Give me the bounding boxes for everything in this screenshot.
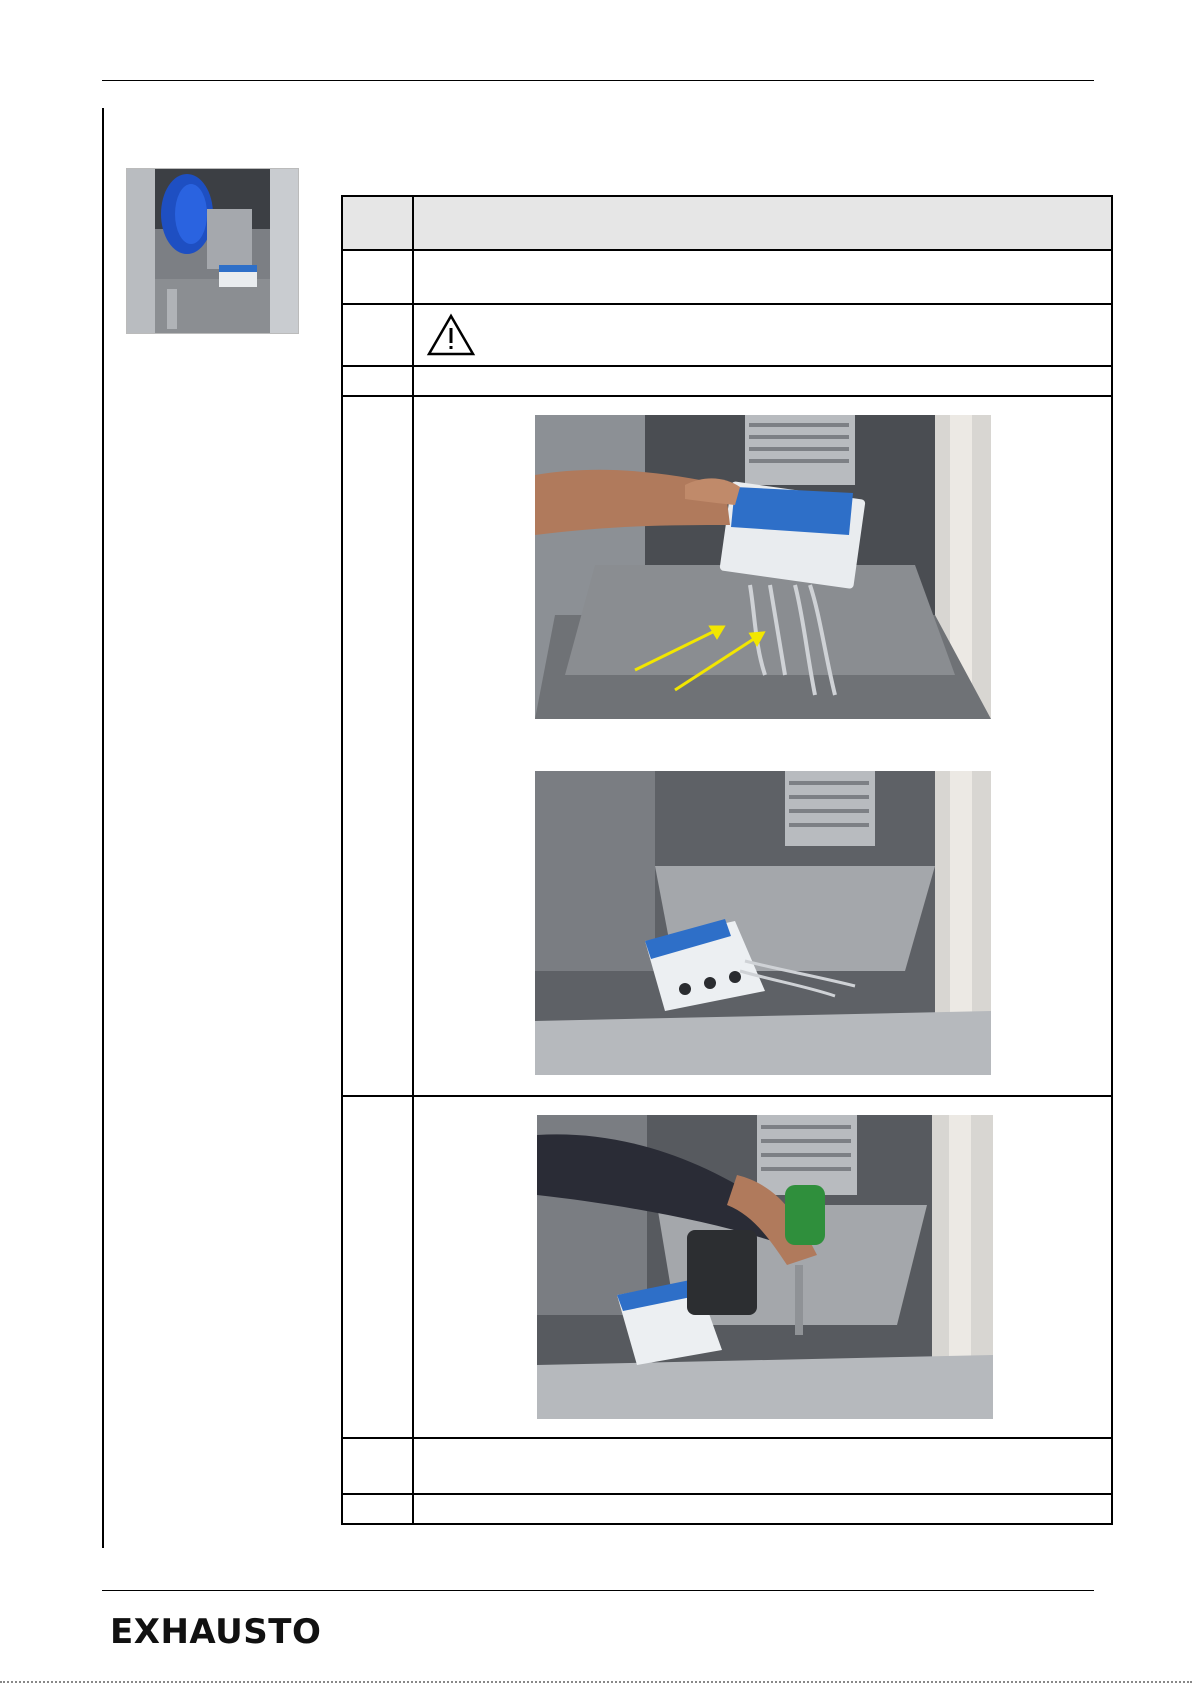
table-row [342, 304, 1112, 366]
table-row [342, 396, 1112, 1096]
table-header-row [342, 196, 1112, 250]
warning-cell [413, 304, 1112, 366]
step-cell [342, 1438, 413, 1494]
module-placement-photo [535, 415, 991, 719]
table-row [342, 366, 1112, 396]
module-installed-photo [535, 771, 991, 1075]
overview-thumbnail-photo [126, 168, 299, 334]
header-description-cell [413, 196, 1112, 250]
table-row [342, 250, 1112, 304]
photo-cell [413, 1096, 1112, 1438]
step-cell [342, 366, 413, 396]
description-cell [413, 1438, 1112, 1494]
description-cell [413, 366, 1112, 396]
instruction-table [341, 195, 1113, 1525]
table-row [342, 1494, 1112, 1524]
left-margin-rule [102, 108, 104, 1548]
step-cell [342, 1494, 413, 1524]
step-cell [342, 304, 413, 366]
description-cell [413, 250, 1112, 304]
photo-cell [413, 396, 1112, 1096]
table-row [342, 1438, 1112, 1494]
header-step-cell [342, 196, 413, 250]
table-row [342, 1096, 1112, 1438]
fastening-screws-photo [537, 1115, 993, 1419]
warning-triangle-icon [426, 313, 476, 357]
step-cell [342, 1096, 413, 1438]
description-cell [413, 1494, 1112, 1524]
footer-rule [102, 1590, 1094, 1591]
header-rule [102, 80, 1094, 81]
page-edge-dotted-line [0, 1681, 1192, 1683]
step-cell [342, 396, 413, 1096]
exhausto-logo: EXHAUSTO [110, 1612, 322, 1652]
step-cell [342, 250, 413, 304]
